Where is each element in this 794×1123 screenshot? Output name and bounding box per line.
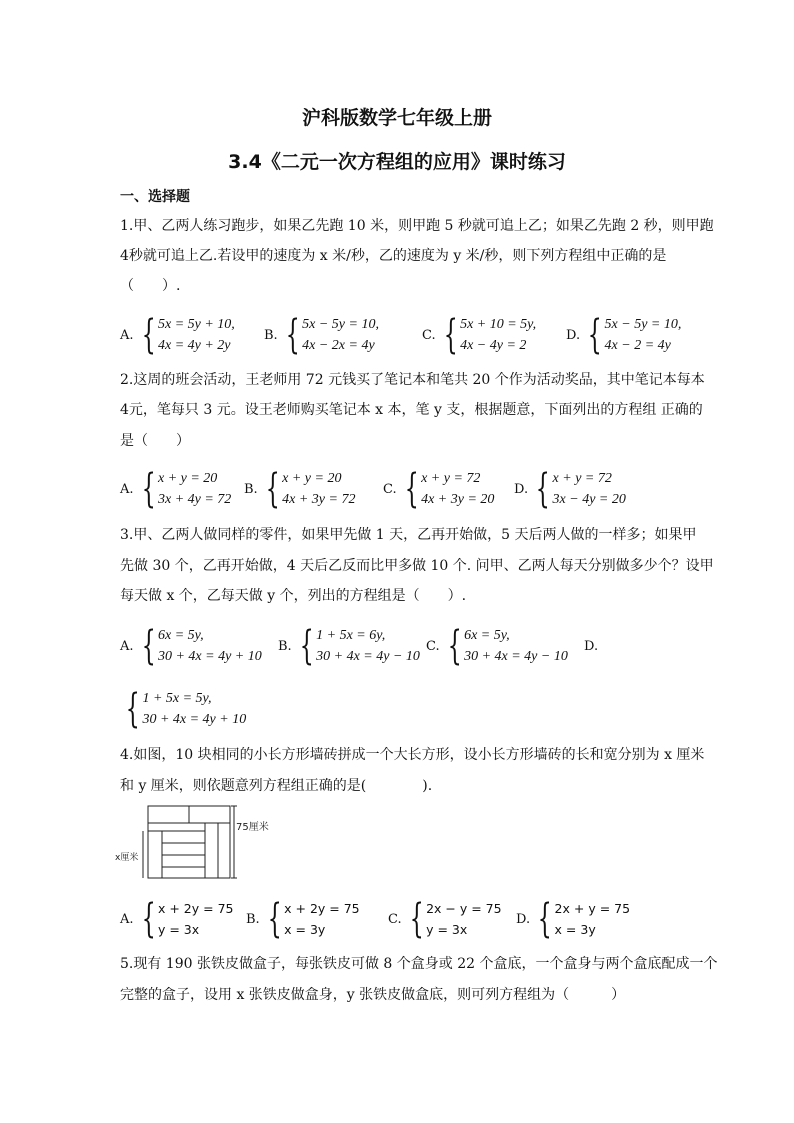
equation: 3x − 4y = 20: [552, 492, 626, 507]
q4-options: [120, 896, 680, 942]
equation: 5x + 10 = 5y,: [460, 317, 537, 332]
q3-option-d-system: [120, 686, 680, 732]
equation: 5x − 5y = 10,: [302, 317, 379, 332]
q2-option-d[interactable]: [514, 466, 626, 512]
equation: 4x − 4y = 2: [460, 338, 527, 353]
brick-figure: [115, 804, 285, 884]
brace-icon: {: [587, 312, 602, 358]
equation: x + y = 72: [421, 471, 481, 486]
q3-option-b[interactable]: [278, 623, 420, 669]
q4-line2: 和 y 厘米，则依题意列方程组正确的是( ).: [120, 778, 433, 794]
q5-line2: 完整的盒子，设用 x 张铁皮做盒身，y 张铁皮做盒底，则可列方程组为（ ）: [120, 987, 626, 1003]
q1-line3: （ ）.: [120, 278, 181, 294]
q4-line1: 4.如图，10 块相同的小长方形墙砖拼成一个大长方形，设小长方形墙砖的长和宽分别为 x 厘米: [120, 747, 705, 763]
option-label: A.: [120, 327, 134, 343]
q5-line1: 5.现有 190 张铁皮做盒子，每张铁皮可做 8 个盒身或 22 个盒底，一个盒身与两个盒底配成一个: [120, 956, 718, 972]
equation: 4x + 3y = 72: [282, 492, 356, 507]
equation: 4x + 3y = 20: [421, 492, 495, 507]
equation: 6x = 5y,: [157, 628, 204, 643]
brace-icon: {: [265, 466, 280, 512]
brace-icon: {: [443, 312, 458, 358]
q2-line3: 是（ ）: [120, 433, 190, 449]
equation: x = 3y: [554, 922, 596, 937]
equation: 30 + 4x = 4y − 10: [316, 649, 420, 664]
q3-option-c[interactable]: [426, 623, 568, 669]
equation: 6x = 5y,: [464, 628, 510, 643]
equation: 2x − y = 75: [426, 901, 502, 916]
q3-options: [120, 623, 680, 669]
equation: x + 2y = 75: [284, 901, 360, 916]
q2-option-b[interactable]: [244, 466, 355, 512]
equation: 1 + 5x = 5y,: [142, 691, 212, 706]
equation: 2x + y = 75: [554, 901, 631, 916]
q1-line1: 1.甲、乙两人练习跑步，如果乙先跑 10 米，则甲跑 5 秒就可追上乙；如果乙先跑 2 秒，则甲跑: [120, 218, 714, 234]
brace-icon: {: [125, 686, 140, 732]
equation: 4x = 4y + 2y: [157, 338, 231, 353]
page-title: 沪科版数学七年级上册: [301, 107, 492, 129]
equation: 4x − 2x = 4y: [302, 338, 375, 353]
option-label: C.: [422, 327, 436, 343]
option-label: D.: [516, 911, 531, 927]
option-label: C.: [426, 638, 440, 654]
option-label: A.: [120, 911, 134, 927]
brace-icon: {: [267, 896, 282, 942]
q4-option-b[interactable]: [246, 896, 360, 942]
option-label: A.: [120, 481, 134, 497]
equation: 5x = 5y + 10,: [157, 317, 235, 332]
q1-option-d[interactable]: [566, 312, 681, 358]
option-label: C.: [388, 911, 402, 927]
equation: x + y = 20: [157, 471, 218, 486]
q2-option-c[interactable]: [383, 466, 494, 512]
figure-label-right: 75厘米: [236, 822, 269, 833]
option-label: C.: [383, 481, 397, 497]
equation: x + y = 20: [282, 471, 342, 486]
equation: 4x − 2 = 4y: [604, 338, 671, 353]
q3-option-d[interactable]: [584, 623, 600, 669]
equation: 30 + 4x = 4y + 10: [142, 712, 247, 727]
section-heading: 一、选择题: [120, 189, 190, 205]
equation: x + 2y = 75: [157, 901, 234, 916]
brace-icon: {: [141, 312, 156, 358]
brace-icon: {: [299, 623, 314, 669]
brace-icon: {: [404, 466, 419, 512]
option-label: A.: [120, 638, 134, 654]
page-subtitle: 3.4《二元一次方程组的应用》课时练习: [228, 151, 566, 173]
option-label: B.: [246, 911, 260, 927]
equation: 30 + 4x = 4y + 10: [157, 649, 262, 664]
brace-icon: {: [141, 896, 156, 942]
brace-icon: {: [141, 623, 156, 669]
option-label: D.: [566, 327, 581, 343]
brace-icon: {: [447, 623, 462, 669]
equation: x = 3y: [284, 922, 326, 937]
q4-option-c[interactable]: [388, 896, 502, 942]
option-label: B.: [244, 481, 258, 497]
option-label: D.: [514, 481, 529, 497]
q1-option-c[interactable]: [422, 312, 536, 358]
q2-options: [120, 466, 680, 512]
q3-line1: 3.甲、乙两人做同样的零件，如果甲先做 1 天，乙再开始做，5 天后两人做的一样多；如果甲: [120, 527, 697, 543]
q2-line2: 4元，笔每只 3 元。设王老师购买笔记本 x 本，笔 y 支，根据题意，下面列出的方程组 正确的: [120, 402, 703, 418]
q1-line2: 4秒就可追上乙.若设甲的速度为 x 米/秒，乙的速度为 y 米/秒，则下列方程组中正确的是: [120, 248, 667, 264]
brace-icon: {: [409, 896, 424, 942]
equation: 30 + 4x = 4y − 10: [464, 649, 568, 664]
equation: 1 + 5x = 6y,: [316, 628, 386, 643]
figure-label-left: x厘米: [115, 853, 139, 863]
option-label: D.: [584, 638, 599, 654]
brace-icon: {: [535, 466, 550, 512]
brace-icon: {: [141, 466, 156, 512]
q4-option-a[interactable]: [120, 896, 233, 942]
equation: y = 3x: [157, 922, 200, 937]
q3-line3: 每天做 x 个，乙每天做 y 个，列出的方程组是（ ）.: [120, 588, 467, 604]
option-label: B.: [278, 638, 292, 654]
equation: 3x + 4y = 72: [157, 492, 232, 507]
q1-option-b[interactable]: [264, 312, 379, 358]
q1-option-a[interactable]: [120, 312, 235, 358]
option-label: B.: [264, 327, 278, 343]
q3-line2: 先做 30 个，乙再开始做，4 天后乙反而比甲多做 10 个. 问甲、乙两人每天分别做多少个？设甲: [120, 558, 714, 574]
brace-icon: {: [285, 312, 300, 358]
q4-option-d[interactable]: [516, 896, 630, 942]
q3-option-a[interactable]: [120, 623, 262, 669]
q3-option-d-equations[interactable]: [120, 686, 246, 732]
q2-option-a[interactable]: [120, 466, 231, 512]
equation: x + y = 72: [552, 471, 612, 486]
equation: y = 3x: [426, 922, 468, 937]
brace-icon: {: [537, 896, 552, 942]
equation: 5x − 5y = 10,: [604, 317, 682, 332]
q2-line1: 2.这周的班会活动，王老师用 72 元钱买了笔记本和笔共 20 个作为活动奖品，其中笔记本每本: [120, 372, 705, 388]
q1-options: [120, 312, 680, 358]
